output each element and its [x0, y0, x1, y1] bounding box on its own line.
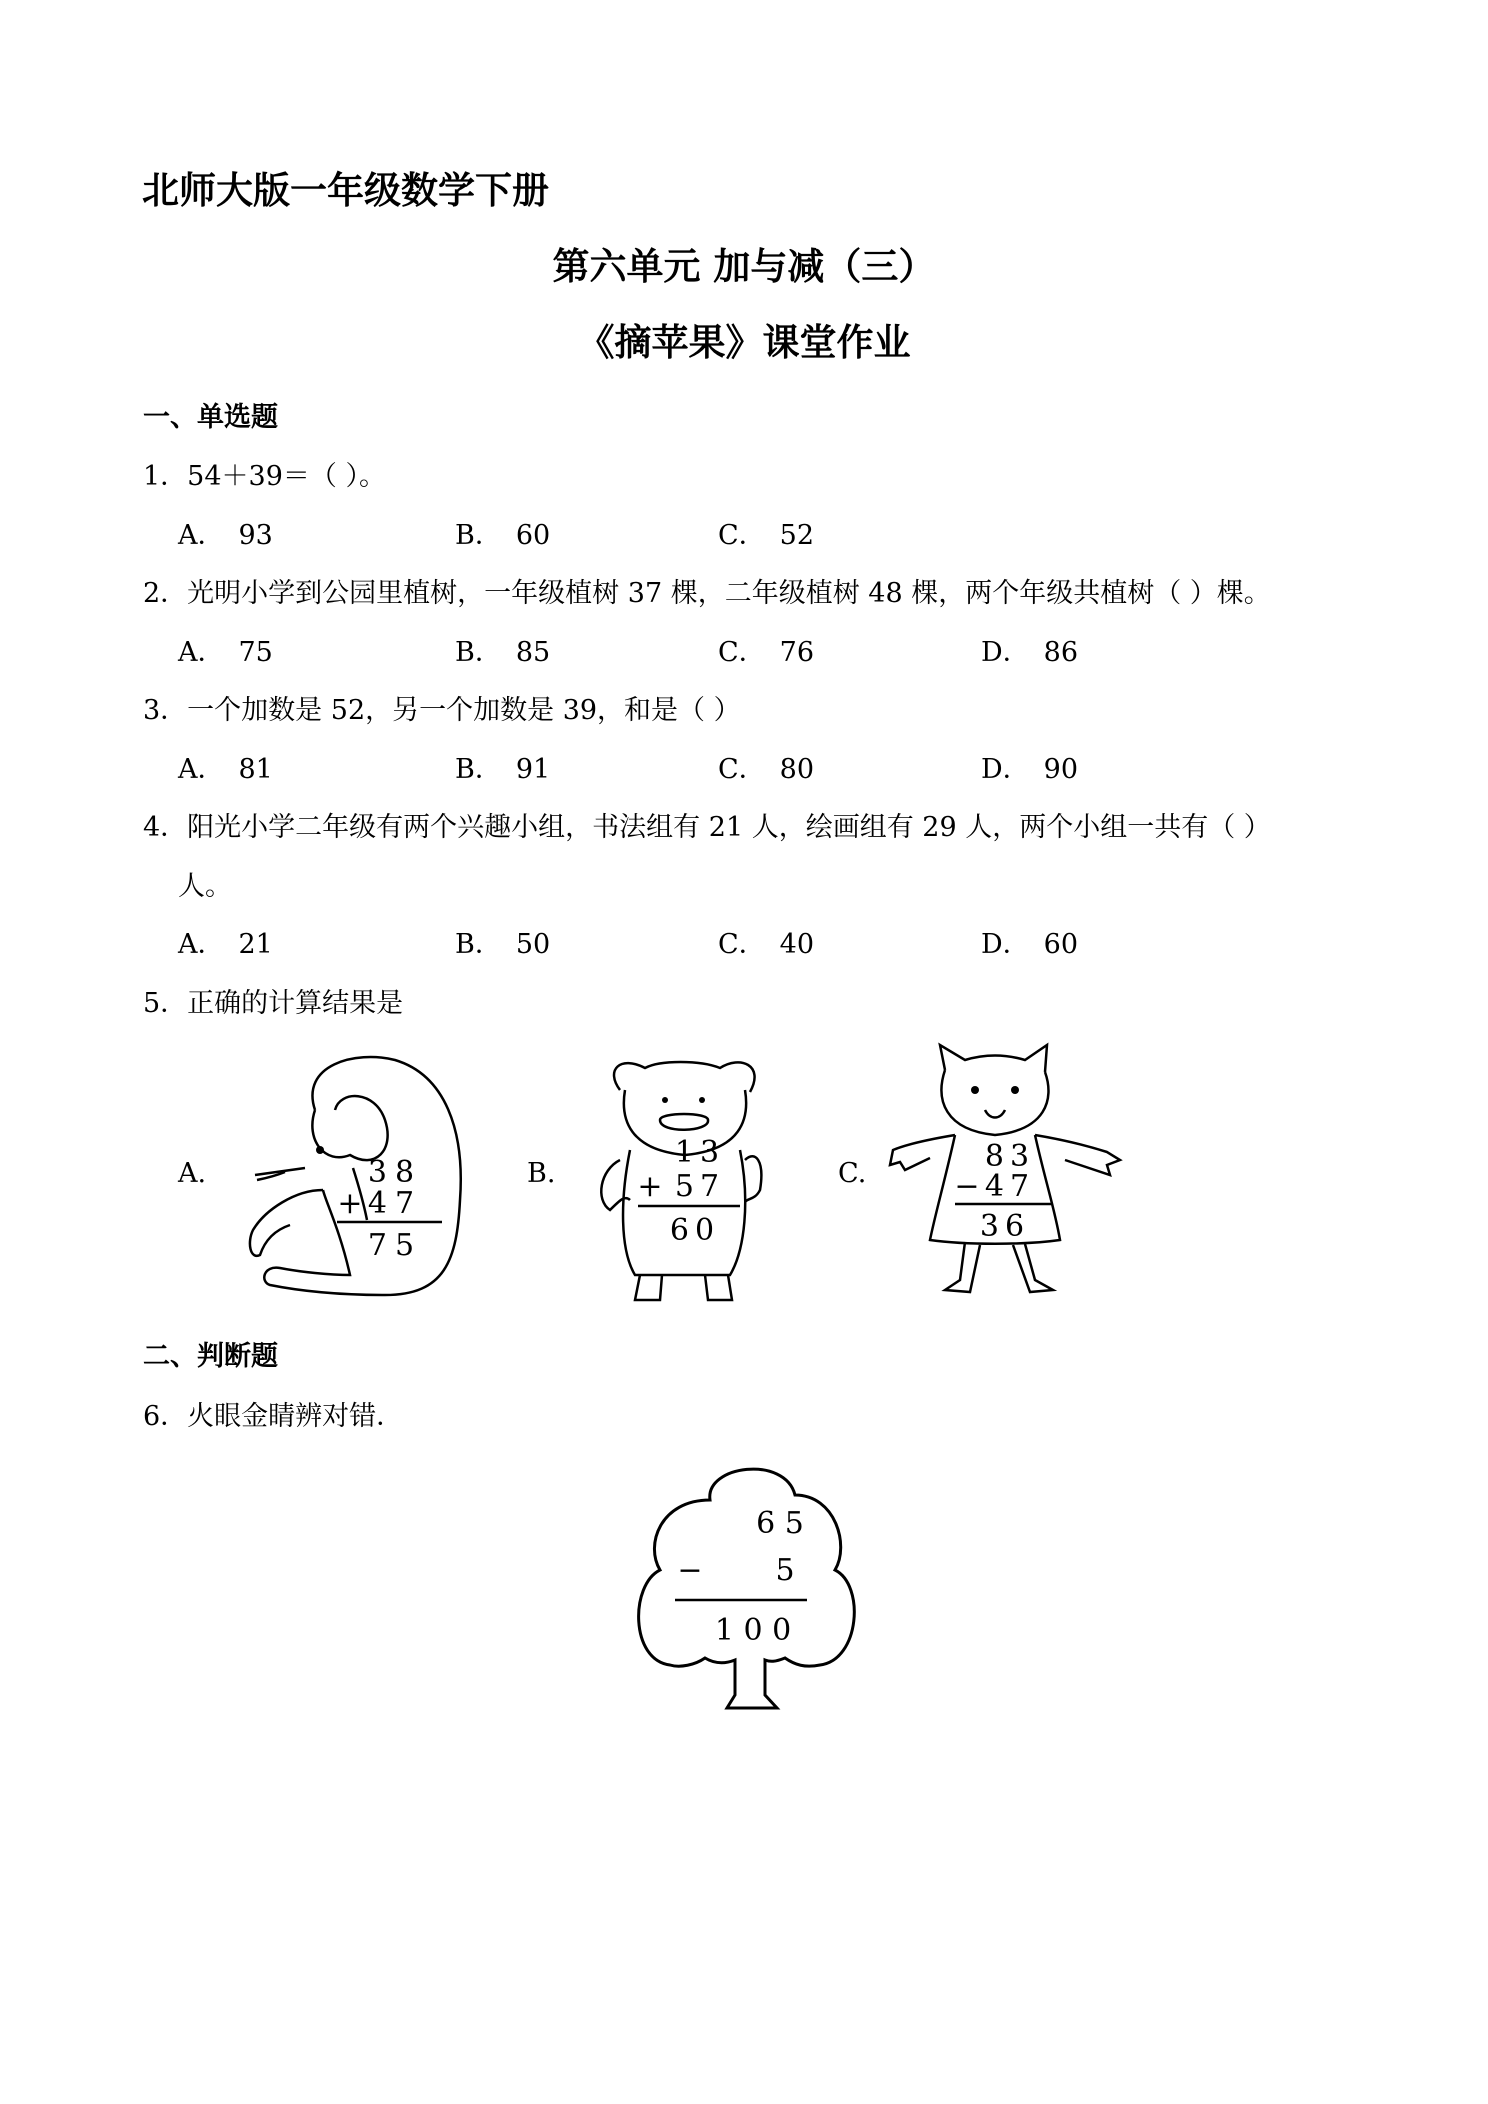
- elephant-icon: [250, 1057, 461, 1295]
- lesson-title: 《摘苹果》课堂作业: [577, 321, 911, 364]
- option-value: 60: [1043, 929, 1079, 960]
- question-4-option-c[interactable]: [718, 922, 814, 961]
- question-1-option-b[interactable]: [455, 513, 550, 552]
- option-letter: C．: [718, 520, 766, 551]
- option-value: 52: [779, 520, 815, 551]
- picture-b-result: 60: [669, 1213, 721, 1248]
- question-6-stem: 6．火眼金睛辨对错．: [143, 1401, 404, 1432]
- question-2-option-a[interactable]: [178, 630, 273, 669]
- picture-a-operator: +: [337, 1186, 363, 1221]
- option-letter: C．: [718, 637, 766, 668]
- question-4-option-d[interactable]: [981, 922, 1078, 961]
- option-value: 60: [515, 520, 551, 551]
- option-letter: B．: [455, 754, 502, 785]
- tree-bottom-number: 5: [775, 1553, 795, 1588]
- question-5-option-c-letter[interactable]: C.: [838, 1158, 867, 1189]
- option-value: 76: [779, 637, 815, 668]
- option-value: 50: [515, 929, 551, 960]
- question-4-option-b[interactable]: [455, 922, 550, 961]
- option-letter: A．: [178, 520, 225, 551]
- tree-result: 1 0 0: [714, 1613, 792, 1648]
- question-1-stem: 1．54＋39＝（ ）。: [143, 461, 386, 492]
- question-5-option-b-letter[interactable]: B.: [527, 1158, 556, 1189]
- question-4-option-a[interactable]: [178, 922, 273, 961]
- picture-c-operator: −: [954, 1169, 980, 1204]
- tree-operator: −: [677, 1553, 703, 1588]
- question-1-option-c[interactable]: [718, 513, 814, 552]
- pig-left-eye-icon: [662, 1097, 668, 1103]
- option-letter: C．: [718, 929, 766, 960]
- unit-title: 第六单元 加与减（三）: [552, 245, 936, 288]
- question-2-option-d[interactable]: [981, 630, 1078, 669]
- option-value: 40: [779, 929, 815, 960]
- cat-right-eye-icon: [1011, 1086, 1019, 1094]
- cat-picture[interactable]: [885, 1040, 1125, 1305]
- option-value: 80: [779, 754, 815, 785]
- elephant-picture[interactable]: [245, 1050, 475, 1300]
- question-5-option-a-letter[interactable]: A.: [178, 1158, 207, 1189]
- question-1-option-a[interactable]: [178, 513, 273, 552]
- option-letter: A．: [178, 637, 225, 668]
- elephant-eye-icon: [316, 1146, 324, 1154]
- option-letter: B．: [455, 520, 502, 551]
- picture-a-result: 75: [367, 1228, 423, 1263]
- picture-a-bottom-number: 47: [367, 1186, 423, 1221]
- picture-c-top-number: 83: [984, 1139, 1036, 1174]
- cat-left-eye-icon: [971, 1086, 979, 1094]
- picture-c-bottom-number: 47: [984, 1169, 1036, 1204]
- picture-a-top-number: 38: [367, 1155, 423, 1190]
- picture-b-bottom-number: 57: [674, 1169, 726, 1204]
- question-3-stem: 3．一个加数是 52，另一个加数是 39，和是（ ）: [143, 695, 741, 726]
- question-4-stem-line2: 人。: [178, 871, 232, 902]
- option-value: 75: [238, 637, 273, 668]
- tree-top-number: 6 5: [756, 1506, 804, 1541]
- section-heading-single-choice: 一、单选题: [143, 402, 278, 433]
- option-letter: A．: [178, 929, 225, 960]
- question-2-option-c[interactable]: [718, 630, 814, 669]
- option-value: 86: [1043, 637, 1079, 668]
- book-title: 北师大版一年级数学下册: [142, 169, 549, 212]
- question-4-stem-line1: 4．阳光小学二年级有两个兴趣小组，书法组有 21 人，绘画组有 29 人，两个小组一共有（ ）: [143, 812, 1271, 843]
- option-letter: B．: [455, 929, 502, 960]
- tree-picture[interactable]: [635, 1450, 865, 1725]
- question-3-option-c[interactable]: [718, 747, 814, 786]
- question-3-option-d[interactable]: [981, 747, 1078, 786]
- option-letter: B．: [455, 637, 502, 668]
- question-5-stem: 5．正确的计算结果是: [143, 988, 404, 1019]
- option-letter: A．: [178, 754, 225, 785]
- question-3-option-a[interactable]: [178, 747, 273, 786]
- option-value: 81: [238, 754, 273, 785]
- section-heading-true-false: 二、判断题: [143, 1341, 278, 1372]
- picture-c-result: 36: [979, 1209, 1031, 1244]
- option-value: 85: [515, 637, 551, 668]
- tree-icon: [639, 1469, 855, 1708]
- option-value: 91: [515, 754, 551, 785]
- picture-b-top-number: 13: [674, 1135, 726, 1170]
- option-letter: D．: [981, 637, 1030, 668]
- option-value: 21: [238, 929, 273, 960]
- option-value: 93: [238, 520, 273, 551]
- option-letter: D．: [981, 754, 1030, 785]
- picture-b-operator: +: [637, 1169, 663, 1204]
- option-letter: C．: [718, 754, 766, 785]
- question-3-option-b[interactable]: [455, 747, 550, 786]
- option-letter: D．: [981, 929, 1030, 960]
- pig-picture[interactable]: [590, 1050, 780, 1310]
- question-2-stem: 2．光明小学到公园里植树，一年级植树 37 棵，二年级植树 48 棵，两个年级共植树（ ）棵。: [143, 578, 1271, 609]
- question-2-option-b[interactable]: [455, 630, 550, 669]
- option-value: 90: [1043, 754, 1079, 785]
- pig-right-eye-icon: [699, 1097, 705, 1103]
